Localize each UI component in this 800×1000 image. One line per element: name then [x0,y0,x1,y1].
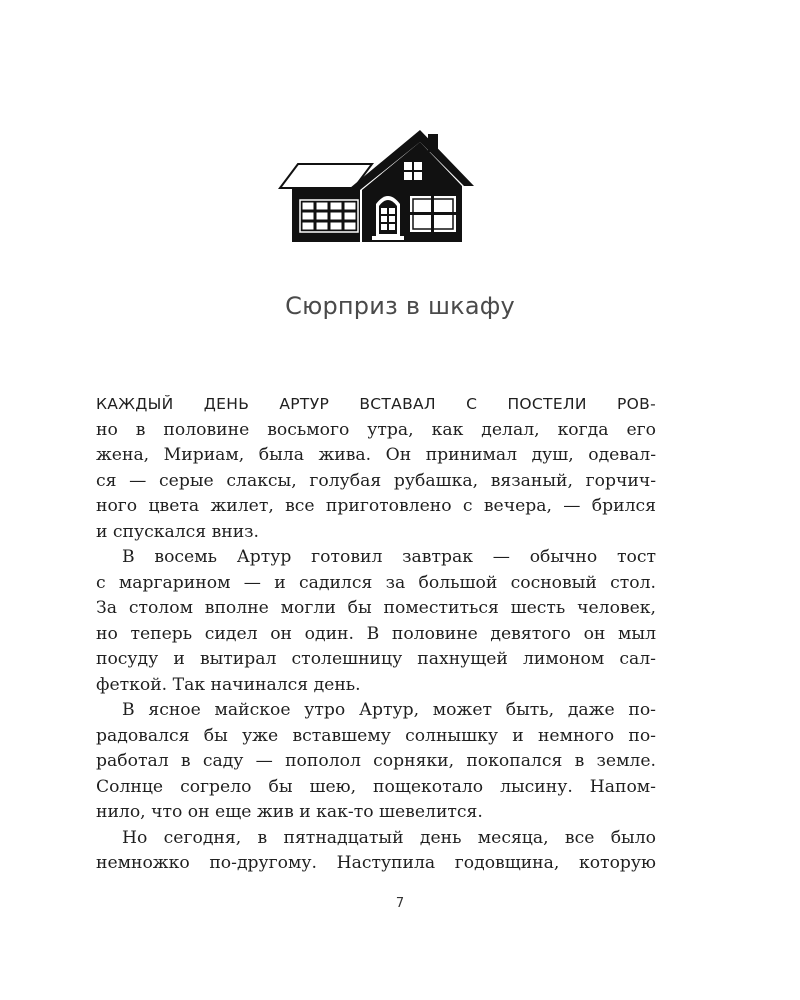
page-number: 7 [395,896,405,911]
text-line: работал в саду — пополол сорняки, покопался в земле. [96,751,656,771]
text-line: За столом вполне могли бы поместиться шесть человек, [96,598,656,618]
text-line: но теперь сидел он один. В половине девятого он мыл [96,623,656,644]
text-line: Но сегодня, в пятнадцатый день месяца, все было [122,827,656,848]
text-line: с маргарином — и садился за большой сосновый стол. [96,572,656,593]
text-line: и спускался вниз. [96,521,260,542]
text-line: посуду и вытирал столешницу пахнущей лимоном сал- [96,649,656,669]
text-line: но в половине восьмого утра, как делал, когда его [96,419,656,440]
text-line: КАЖДЫЙ ДЕНЬ АРТУР ВСТАВАЛ С ПОСТЕЛИ РОВ- [96,395,656,413]
text-line: В ясное майское утро Артур, может быть, даже по- [122,700,656,720]
chapter-title: Сюрприз в шкафу [285,292,515,320]
text-line: радовался бы уже вставшему солнышку и немного по- [96,725,656,746]
text-line: Солнце согрело бы шею, пощекотало лысину. Напом- [96,776,656,797]
house-icon [276,128,476,244]
text-line: ся — серые слаксы, голубая рубашка, вязаный, горчич- [96,470,656,491]
text-line: феткой. Так начинался день. [96,674,361,695]
chapter-body-text [96,392,656,877]
text-line: немножко по-другому. Наступила годовщина, которую [96,853,656,873]
text-line: жена, Мириам, была жива. Он принимал душ, одевал- [96,445,656,465]
text-line: ного цвета жилет, все приготовлено с вечера, — брился [96,496,656,516]
text-line: В восемь Артур готовил завтрак — обычно тост [122,547,656,567]
text-line: нило, что он еще жив и как-то шевелится. [96,802,483,822]
